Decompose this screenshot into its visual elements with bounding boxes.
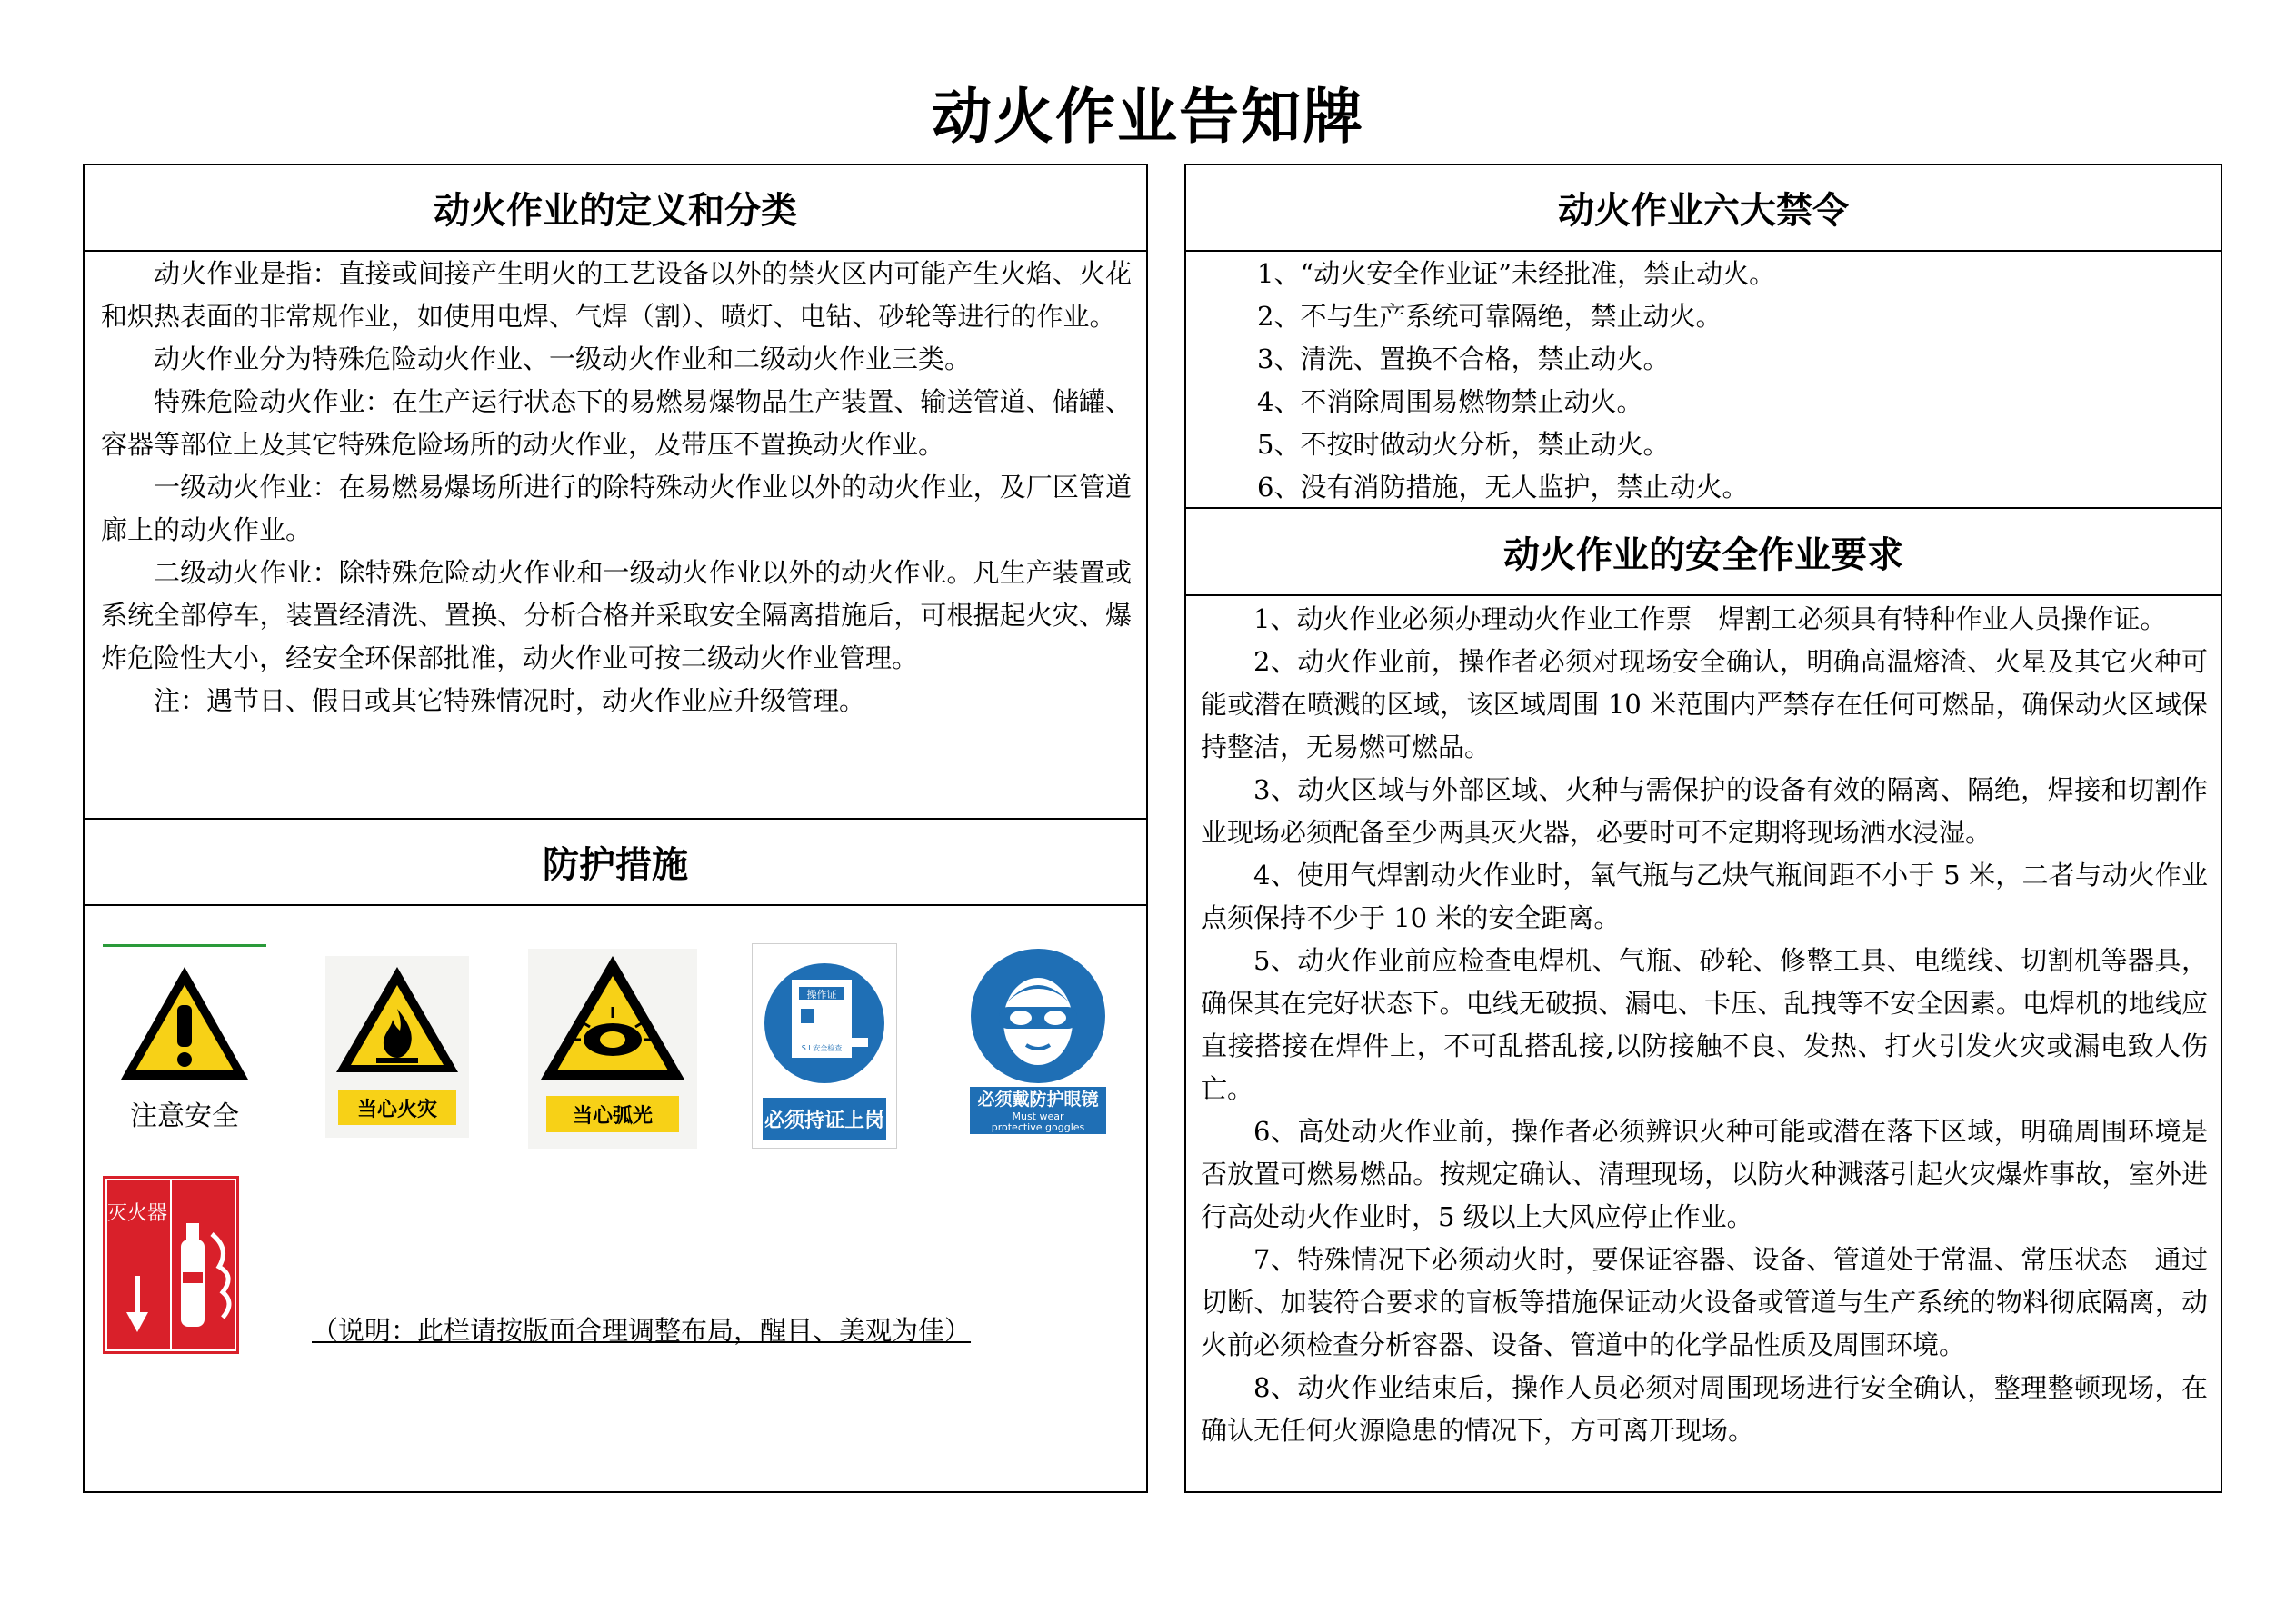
requirement-item: 3、动火区域与外部区域、火种与需保护的设备有效的隔离、隔绝，焊接和切割作业现场必须配备至少两具灭火器，必要时可不定期将现场洒水浸湿。: [1201, 774, 2208, 848]
prohibition-item: 3、清洗、置换不合格，禁止动火。: [1257, 344, 1670, 374]
definition-heading: 动火作业的定义和分类: [85, 165, 1146, 252]
goggles-sign-label: 必须戴防护眼镜: [977, 1090, 1099, 1110]
requirement-item: 2、动火作业前，操作者必须对现场安全确认，明确高温熔渣、火星及其它火种可能或潜在喷溅的区域，该区域周围 10 米范围内严禁存在任何可燃品，确保动火区域保持整洁，无易燃可燃品。: [1201, 646, 2208, 762]
requirement-item: 7、特殊情况下必须动火时，要保证容器、设备、管道处于常温、常压状态 通过切断、加装符合要求的盲板等措施保证动火设备或管道与生产系统的物料彻底隔离，动火前必须检查分析容器、设备、管道中的化学品性质及周围环境。: [1201, 1244, 2208, 1360]
left-panel: [83, 164, 1148, 1493]
goggles-sign-en-2: protective goggles: [991, 1121, 1085, 1133]
definition-paragraph: 特殊危险动火作业：在生产运行状态下的易燃易爆物品生产装置、输送管道、储罐、容器等部位上及其它特殊危险场所的动火作业，及带压不置换动火作业。: [101, 386, 1132, 460]
right-panel: [1184, 164, 2222, 1493]
fire-warning-sign: [325, 956, 469, 1138]
definition-paragraph: 动火作业分为特殊危险动火作业、一级动火作业和二级动火作业三类。: [154, 344, 972, 374]
protection-heading: 防护措施: [85, 820, 1146, 906]
permit-badge-text: 操作证: [806, 989, 837, 1001]
requirement-item: 4、使用气焊割动火作业时，氧气瓶与乙炔气瓶间距不小于 5 米，二者与动火作业点须保持不少于 10 米的安全距离。: [1201, 860, 2208, 933]
layout-note: （说明：此栏请按版面合理调整布局，醒目、美观为佳）: [312, 1315, 972, 1346]
goggles-sign: [957, 938, 1119, 1141]
fire-sign-label: 当心火灾: [356, 1099, 438, 1121]
requirement-item: 8、动火作业结束后，操作人员必须对周围现场进行安全确认，整理整顿现场，在确认无任何火源隐患的情况下，方可离开现场。: [1201, 1372, 2208, 1446]
prohibition-item: 6、没有消防措施，无人监护，禁止动火。: [1257, 472, 1749, 503]
requirements-text: [1201, 598, 2208, 1452]
extinguisher-sign-label: 灭火器: [106, 1202, 168, 1225]
prohibitions-heading: 动火作业六大禁令: [1186, 165, 2221, 252]
warning-exclamation-icon: [103, 947, 266, 1150]
prohibition-item: 1、“动火安全作业证”未经批准，禁止动火。: [1257, 258, 1776, 289]
definition-paragraph: 动火作业是指：直接或间接产生明火的工艺设备以外的禁火区内可能产生火焰、火花和炽热表面的非常规作业，如使用电焊、气焊（割）、喷灯、电钻、砂轮等进行的作业。: [101, 258, 1132, 332]
permit-sign: [752, 943, 897, 1149]
definition-paragraph: 一级动火作业：在易燃易爆场所进行的除特殊动火作业以外的动火作业，及厂区管道廊上的动火作业。: [101, 472, 1132, 545]
definition-paragraph: 注：遇节日、假日或其它特殊情况时，动火作业应升级管理。: [154, 685, 866, 716]
prohibition-item: 5、不按时做动火分析，禁止动火。: [1257, 429, 1670, 460]
fire-extinguisher-icon: [103, 1176, 239, 1354]
goggles-icon: [957, 938, 1119, 1141]
extinguisher-sign: [103, 1176, 239, 1354]
prohibition-item: 2、不与生产系统可靠隔绝，禁止动火。: [1257, 301, 1722, 332]
caution-sign: [103, 944, 266, 1150]
prohibition-item: 4、不消除周围易燃物禁止动火。: [1257, 386, 1643, 417]
permit-card-icon: [752, 943, 897, 1149]
permit-sign-label: 必须持证上岗: [764, 1110, 885, 1132]
requirements-heading: 动火作业的安全作业要求: [1186, 509, 2221, 596]
requirement-item: 6、高处动火作业前，操作者必须辨识火种可能或潜在落下区域，明确周围环境是否放置可燃易燃品。按规定确认、清理现场，以防火种溅落引起火灾爆炸事故，室外进行高处动火作业时，5 级以上大风应停止作业。: [1201, 1116, 2208, 1232]
arc-light-warning-icon: [528, 949, 697, 1149]
arc-sign-label: 当心弧光: [572, 1105, 654, 1128]
permit-card-text: S I 安全检查: [801, 1044, 843, 1052]
page-title: 动火作业告知牌: [932, 82, 1364, 152]
goggles-sign-en-1: Must wear: [1012, 1110, 1064, 1122]
definition-text: [101, 253, 1132, 722]
prohibitions-list: [1186, 253, 2221, 509]
flame-warning-icon: [325, 956, 469, 1138]
arc-warning-sign: [528, 949, 697, 1149]
caution-sign-label: 注意安全: [130, 1100, 239, 1132]
requirement-item: 5、动火作业前应检查电焊机、气瓶、砂轮、修整工具、电缆线、切割机等器具，确保其在完好状态下。电线无破损、漏电、卡压、乱拽等不安全因素。电焊机的地线应直接搭接在焊件上，不可乱搭乱接,以防接触不良、发热、打火引发火灾或漏电致人伤亡。: [1201, 945, 2208, 1104]
requirement-item: 1、动火作业必须办理动火作业工作票 焊割工必须具有特种作业人员操作证。: [1253, 603, 2167, 634]
definition-paragraph: 二级动火作业：除特殊危险动火作业和一级动火作业以外的动火作业。凡生产装置或系统全部停车，装置经清洗、置换、分析合格并采取安全隔离措施后，可根据起火灾、爆炸危险性大小，经安全环保部批准，动火作业可按二级动火作业管理。: [101, 557, 1132, 673]
